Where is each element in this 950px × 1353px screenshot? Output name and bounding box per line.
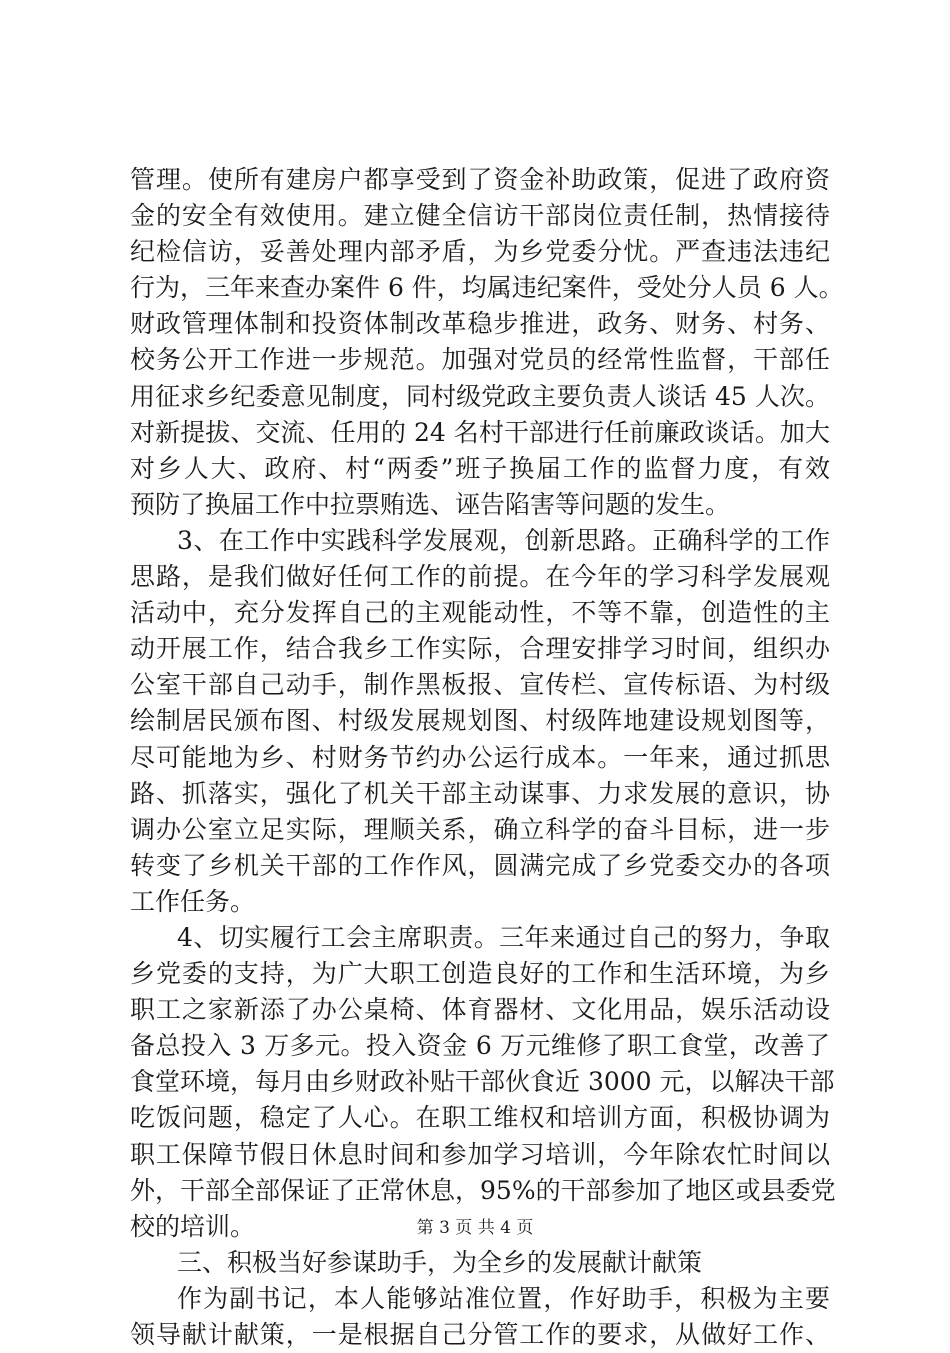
text-line: 财政管理体制和投资体制改革稳步推进，政务、财务、村务、 xyxy=(130,309,830,339)
text-line: 动开展工作，结合我乡工作实际，合理安排学习时间，组织办 xyxy=(130,634,830,664)
text-line: 职工保障节假日休息时间和参加学习培训，今年除农忙时间以 xyxy=(130,1139,830,1169)
text-line: 用征求乡纪委意见制度，同村级党政主要负责人谈话 45 人次。 xyxy=(130,381,830,411)
text-line: 对新提拔、交流、任用的 24 名村干部进行任前廉政谈话。加大 xyxy=(130,417,830,447)
text-line: 3、在工作中实践科学发展观，创新思路。正确科学的工作 xyxy=(177,525,830,555)
text-line: 纪检信访，妥善处理内部矛盾，为乡党委分忧。严查违法违纪 xyxy=(130,237,830,267)
text-line: 尽可能地为乡、村财务节约办公运行成本。一年来，通过抓思 xyxy=(130,742,830,772)
text-line: 4、切实履行工会主席职责。三年来通过自己的努力，争取 xyxy=(177,922,830,952)
text-line: 校务公开工作进一步规范。加强对党员的经常性监督，干部任 xyxy=(130,345,830,375)
text-line: 公室干部自己动手，制作黑板报、宣传栏、宣传标语、为村级 xyxy=(130,670,830,700)
text-line: 预防了换届工作中拉票贿选、诬告陷害等问题的发生。 xyxy=(130,489,731,519)
text-line: 作为副书记，本人能够站准位置，作好助手，积极为主要 xyxy=(177,1283,830,1313)
text-line: 思路，是我们做好任何工作的前提。在今年的学习科学发展观 xyxy=(130,562,830,592)
document-body xyxy=(130,162,844,1353)
text-line: 路、抓落实，强化了机关干部主动谋事、力求发展的意识，协 xyxy=(130,778,830,808)
text-line: 校的培训。 xyxy=(130,1211,256,1241)
text-line: 外，干部全部保证了正常休息，95%的干部参加了地区或县委党 xyxy=(130,1175,836,1205)
text-line: 绘制居民颁布图、村级发展规划图、村级阵地建设规划图等， xyxy=(130,706,830,736)
text-line: 对乡人大、政府、村“两委”班子换届工作的监督力度，有效 xyxy=(130,453,830,483)
text-line: 活动中，充分发挥自己的主观能动性，不等不靠，创造性的主 xyxy=(130,598,830,628)
text-line: 备总投入 3 万多元。投入资金 6 万元维修了职工食堂，改善了 xyxy=(130,1031,830,1061)
text-line: 吃饭问题，稳定了人心。在职工维权和培训方面，积极协调为 xyxy=(130,1103,830,1133)
text-line: 领导献计献策，一是根据自己分管工作的要求，从做好工作、 xyxy=(130,1320,830,1349)
text-line: 调办公室立足实际，理顺关系，确立科学的奋斗目标，进一步 xyxy=(130,814,830,844)
text-line: 金的安全有效使用。建立健全信访干部岗位责任制，热情接待 xyxy=(130,201,830,231)
text-line: 工作任务。 xyxy=(130,886,256,916)
text-line: 转变了乡机关干部的工作作风，圆满完成了乡党委交办的各项 xyxy=(130,850,830,880)
text-line: 行为，三年来查办案件 6 件，均属违纪案件，受处分人员 6 人。 xyxy=(130,273,844,303)
text-line: 乡党委的支持，为广大职工创造良好的工作和生活环境，为乡 xyxy=(130,959,830,989)
text-line: 食堂环境，每月由乡财政补贴干部伙食近 3000 元，以解决干部 xyxy=(130,1067,835,1097)
text-line: 职工之家新添了办公桌椅、体育器材、文化用品，娱乐活动设 xyxy=(130,995,830,1025)
text-line: 管理。使所有建房户都享受到了资金补助政策，促进了政府资 xyxy=(130,165,830,194)
page-footer: 第 3 页 共 4 页 xyxy=(416,1218,534,1238)
text-line: 三、积极当好参谋助手，为全乡的发展献计献策 xyxy=(177,1247,703,1277)
